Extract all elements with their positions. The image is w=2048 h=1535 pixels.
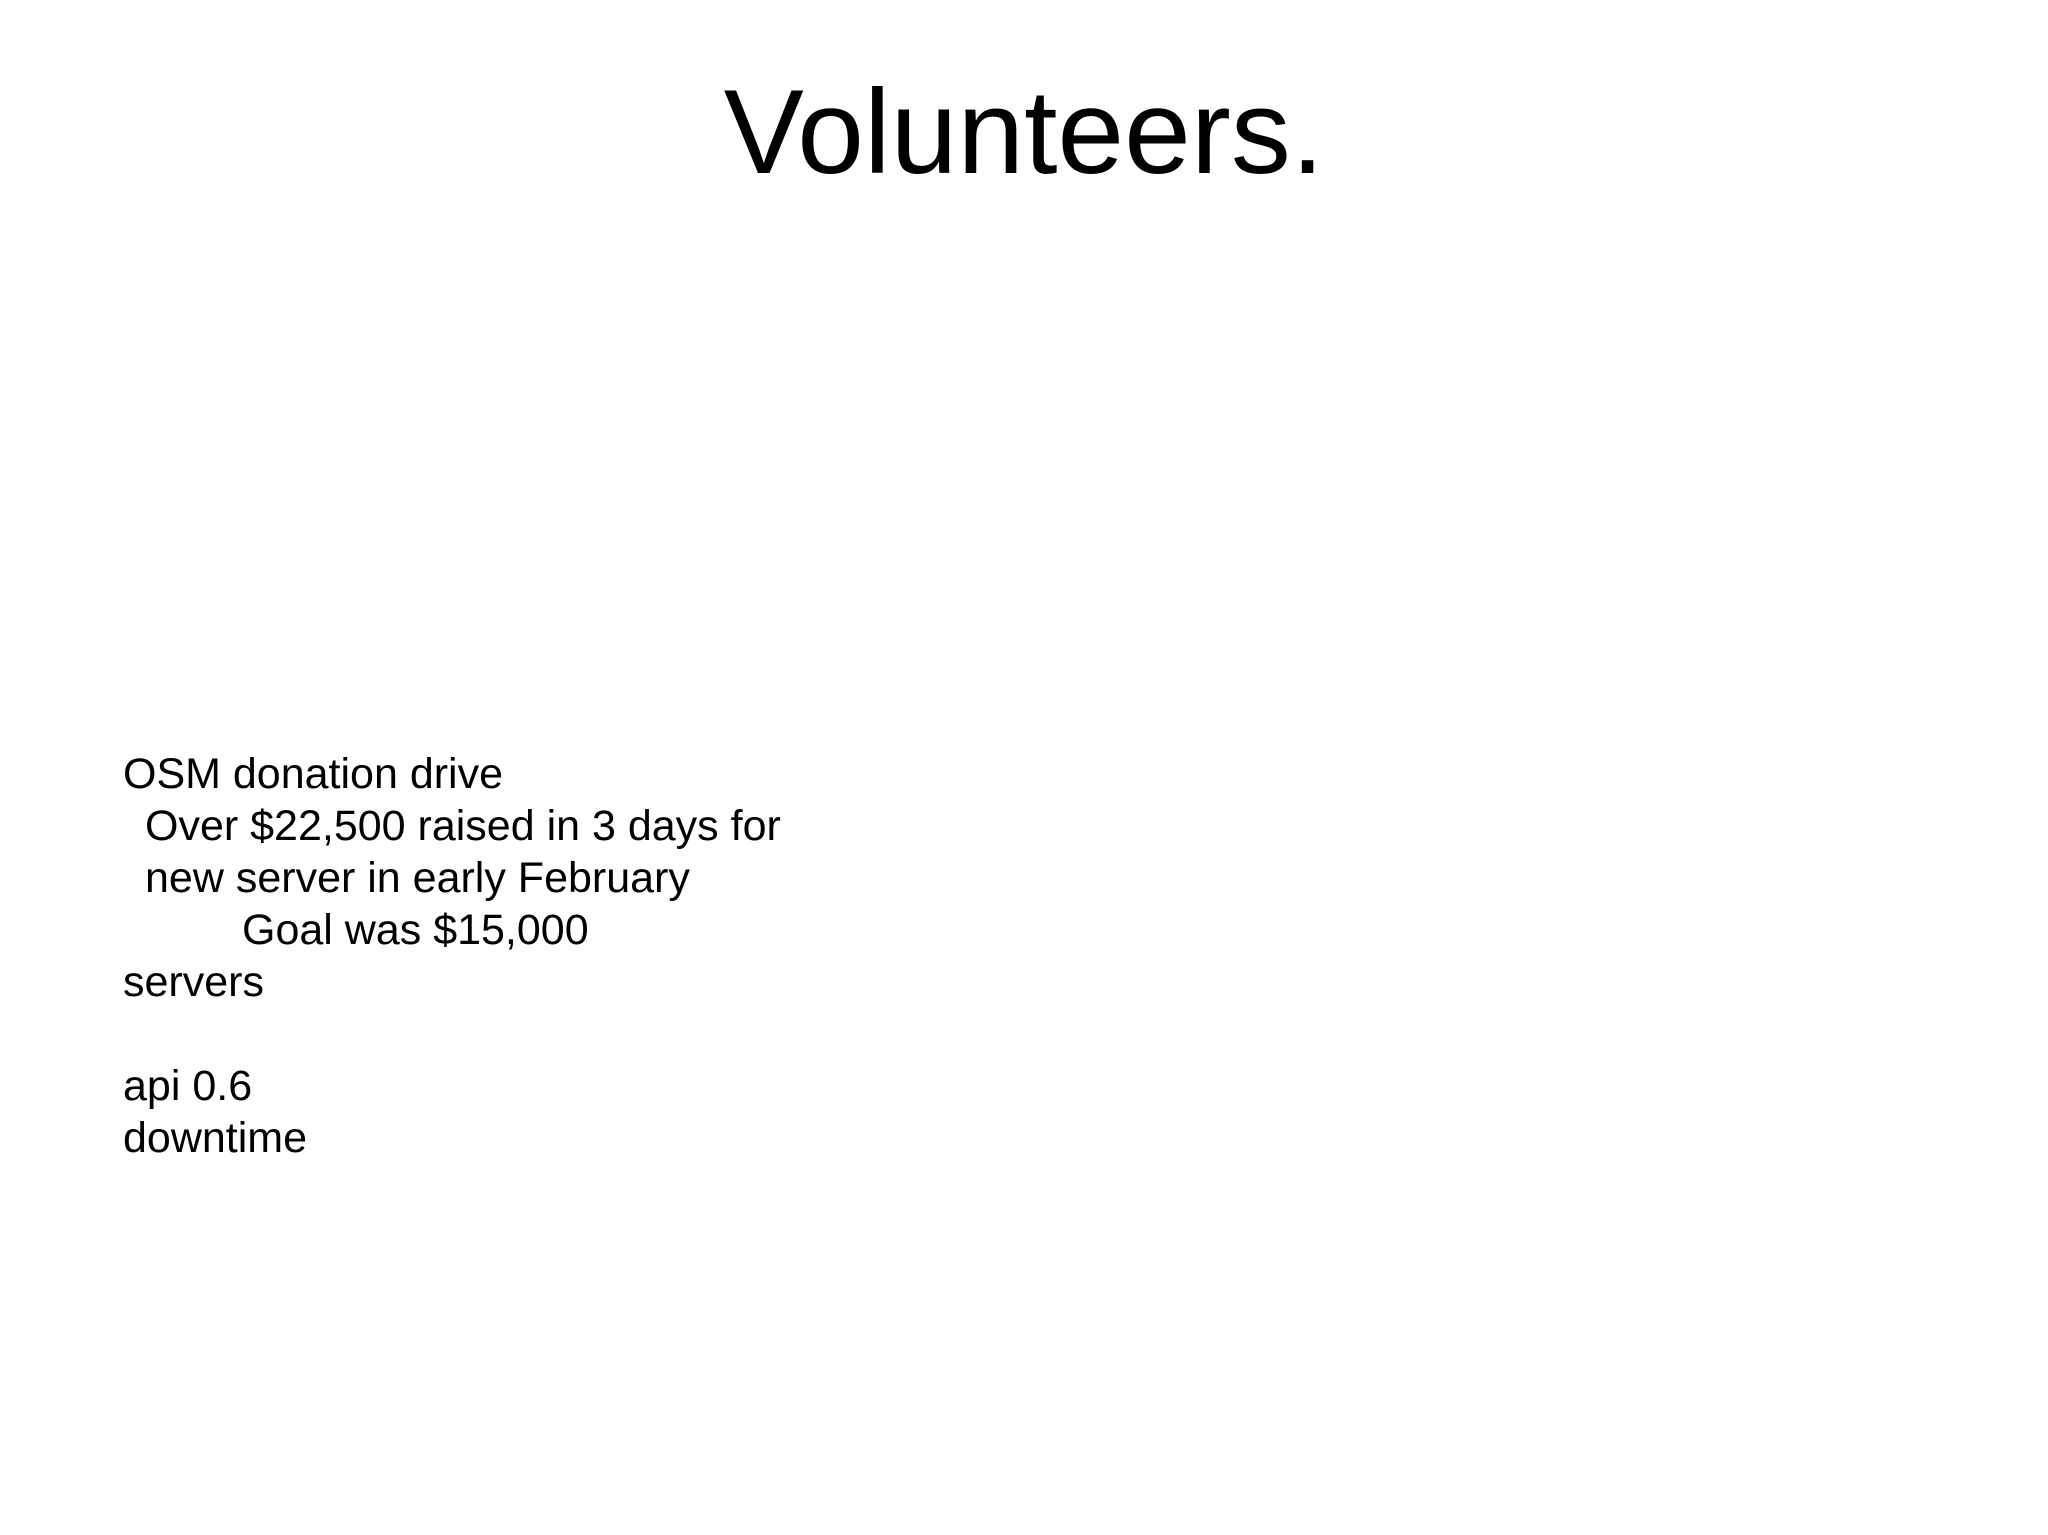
slide-title: Volunteers. — [723, 65, 1325, 199]
body-line-new-server: new server in early February — [145, 854, 690, 902]
body-line-goal: Goal was $15,000 — [242, 906, 589, 954]
body-line-amount-raised: Over $22,500 raised in 3 days for — [145, 802, 781, 850]
body-line-donation-drive: OSM donation drive — [123, 750, 504, 798]
body-line-servers: servers — [123, 958, 264, 1006]
body-line-blank — [123, 1008, 1023, 1060]
body-line-downtime: downtime — [123, 1114, 308, 1162]
body-line-api: api 0.6 — [123, 1062, 253, 1110]
slide-body — [123, 748, 1023, 1164]
